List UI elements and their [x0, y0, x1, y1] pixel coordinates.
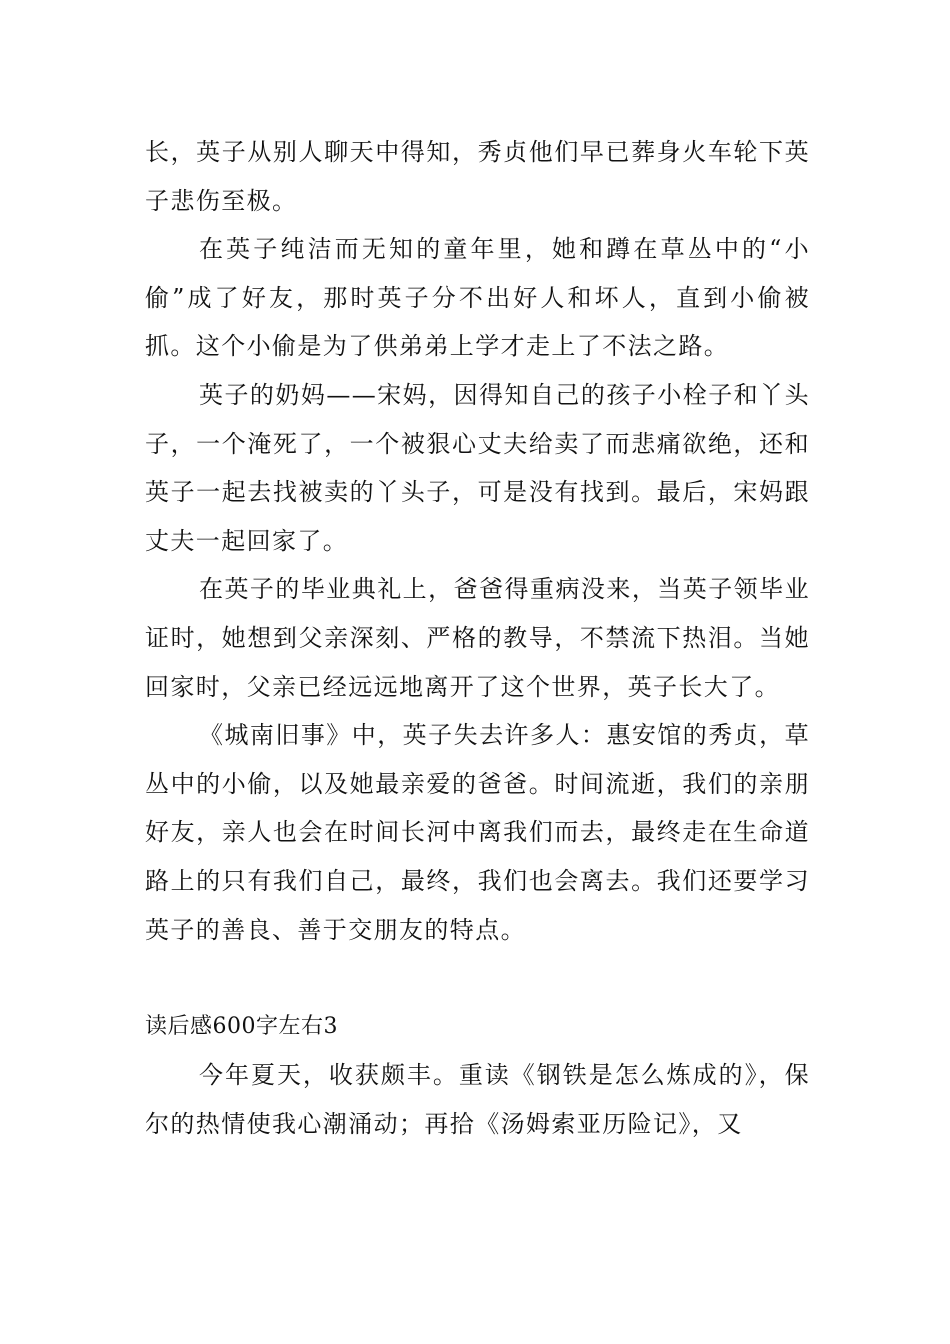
paragraph-reflection: 《城南旧事》中，英子失去许多人：惠安馆的秀贞，草丛中的小偷，以及她最亲爱的爸爸。时间流逝，我们的亲朋好友，亲人也会在时间长河中离我们而去，最终走在生命道路上的只有我们自己，最终，我们也会离去。我们还要学习英子的善良、善于交朋友的特点。	[145, 721, 810, 944]
paragraph-thief: 在英子纯洁而无知的童年里，她和蹲在草丛中的“小偷”成了好友，那时英子分不出好人和坏人，直到小偷被抓。这个小偷是为了供弟弟上学才走上了不法之路。	[145, 235, 810, 361]
paragraph-nanny: 英子的奶妈——宋妈，因得知自己的孩子小栓子和丫头子，一个淹死了，一个被狠心丈夫给卖了而悲痛欲绝，还和英子一起去找被卖的丫头子，可是没有找到。最后，宋妈跟丈夫一起回家了。	[145, 380, 810, 555]
paragraph-continuation: 长，英子从别人聊天中得知，秀贞他们早已葬身火车轮下英子悲伤至极。	[145, 138, 810, 215]
section-gap	[145, 954, 810, 1003]
paragraph-summer: 今年夏天，收获颇丰。重读《钢铁是怎么炼成的》，保尔的热情使我心潮涌动；再拾《汤姆索亚历险记》，又	[145, 1061, 810, 1138]
document-page	[145, 128, 810, 1148]
paragraph-graduation: 在英子的毕业典礼上，爸爸得重病没来，当英子领毕业证时，她想到父亲深刻、严格的教导，不禁流下热泪。当她回家时，父亲已经远远地离开了这个世界，英子长大了。	[145, 575, 810, 701]
section-heading: 读后感600字左右3	[145, 1013, 338, 1039]
